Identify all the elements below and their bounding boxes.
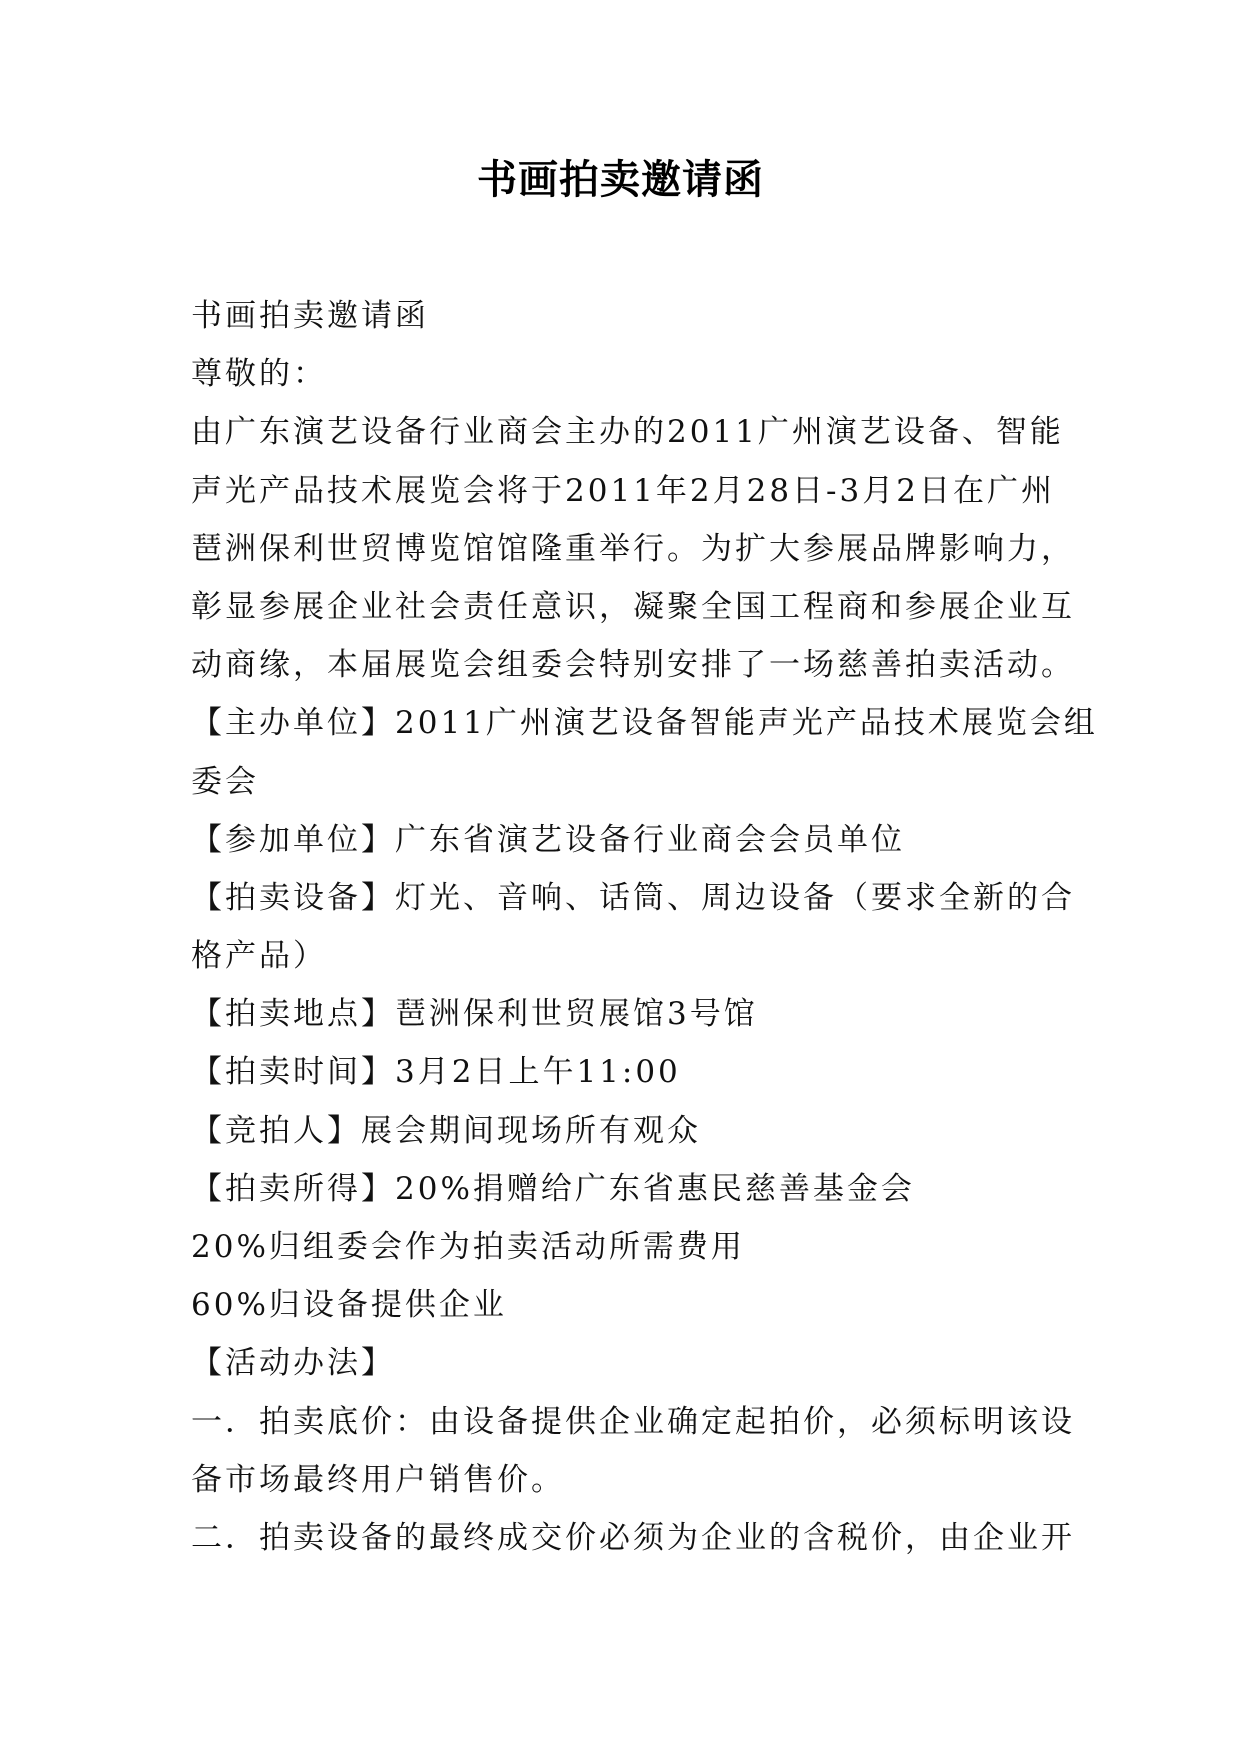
body-line: 动商缘，本届展览会组委会特别安排了一场慈善拍卖活动。 (191, 647, 1075, 684)
body-line: 一．拍卖底价：由设备提供企业确定起拍价，必须标明该设 (191, 1403, 1075, 1440)
body-line-organizer: 【主办单位】2011广州演艺设备智能声光产品技术展览会组 (191, 705, 1098, 742)
body-line: 格产品） (191, 938, 327, 975)
body-line: 备市场最终用户销售价。 (191, 1461, 565, 1498)
body-line-bidders: 【竞拍人】展会期间现场所有观众 (191, 1112, 701, 1149)
body-line-proceeds: 【拍卖所得】20%捐赠给广东省惠民慈善基金会 (191, 1170, 915, 1207)
body-line-subtitle: 书画拍卖邀请函 (191, 298, 429, 334)
body-line: 二．拍卖设备的最终成交价必须为企业的含税价，由企业开 (191, 1519, 1075, 1556)
body-line-salutation: 尊敬的： (191, 356, 327, 393)
body-line-participants: 【参加单位】广东省演艺设备行业商会会员单位 (191, 821, 905, 858)
body-line: 20%归组委会作为拍卖活动所需费用 (191, 1229, 745, 1265)
body-line: 彰显参展企业社会责任意识，凝聚全国工程商和参展企业互 (191, 588, 1075, 625)
body-line-equipment: 【拍卖设备】灯光、音响、话筒、周边设备（要求全新的合 (191, 879, 1075, 916)
document-title: 书画拍卖邀请函 (477, 156, 764, 203)
body-line-location: 【拍卖地点】琶洲保利世贸展馆3号馆 (191, 996, 758, 1033)
body-line: 声光产品技术展览会将于2011年2月28日-3月2日在广州 (191, 472, 1055, 509)
body-line: 委会 (191, 763, 259, 800)
body-line: 琶洲保利世贸博览馆馆隆重举行。为扩大参展品牌影响力， (191, 530, 1075, 567)
body-line-method: 【活动办法】 (191, 1345, 395, 1382)
body-line: 由广东演艺设备行业商会主办的2011广州演艺设备、智能 (191, 414, 1064, 451)
document-body (191, 287, 1098, 1567)
body-line-time: 【拍卖时间】3月2日上午11:00 (191, 1054, 681, 1091)
body-line: 60%归设备提供企业 (191, 1287, 507, 1324)
